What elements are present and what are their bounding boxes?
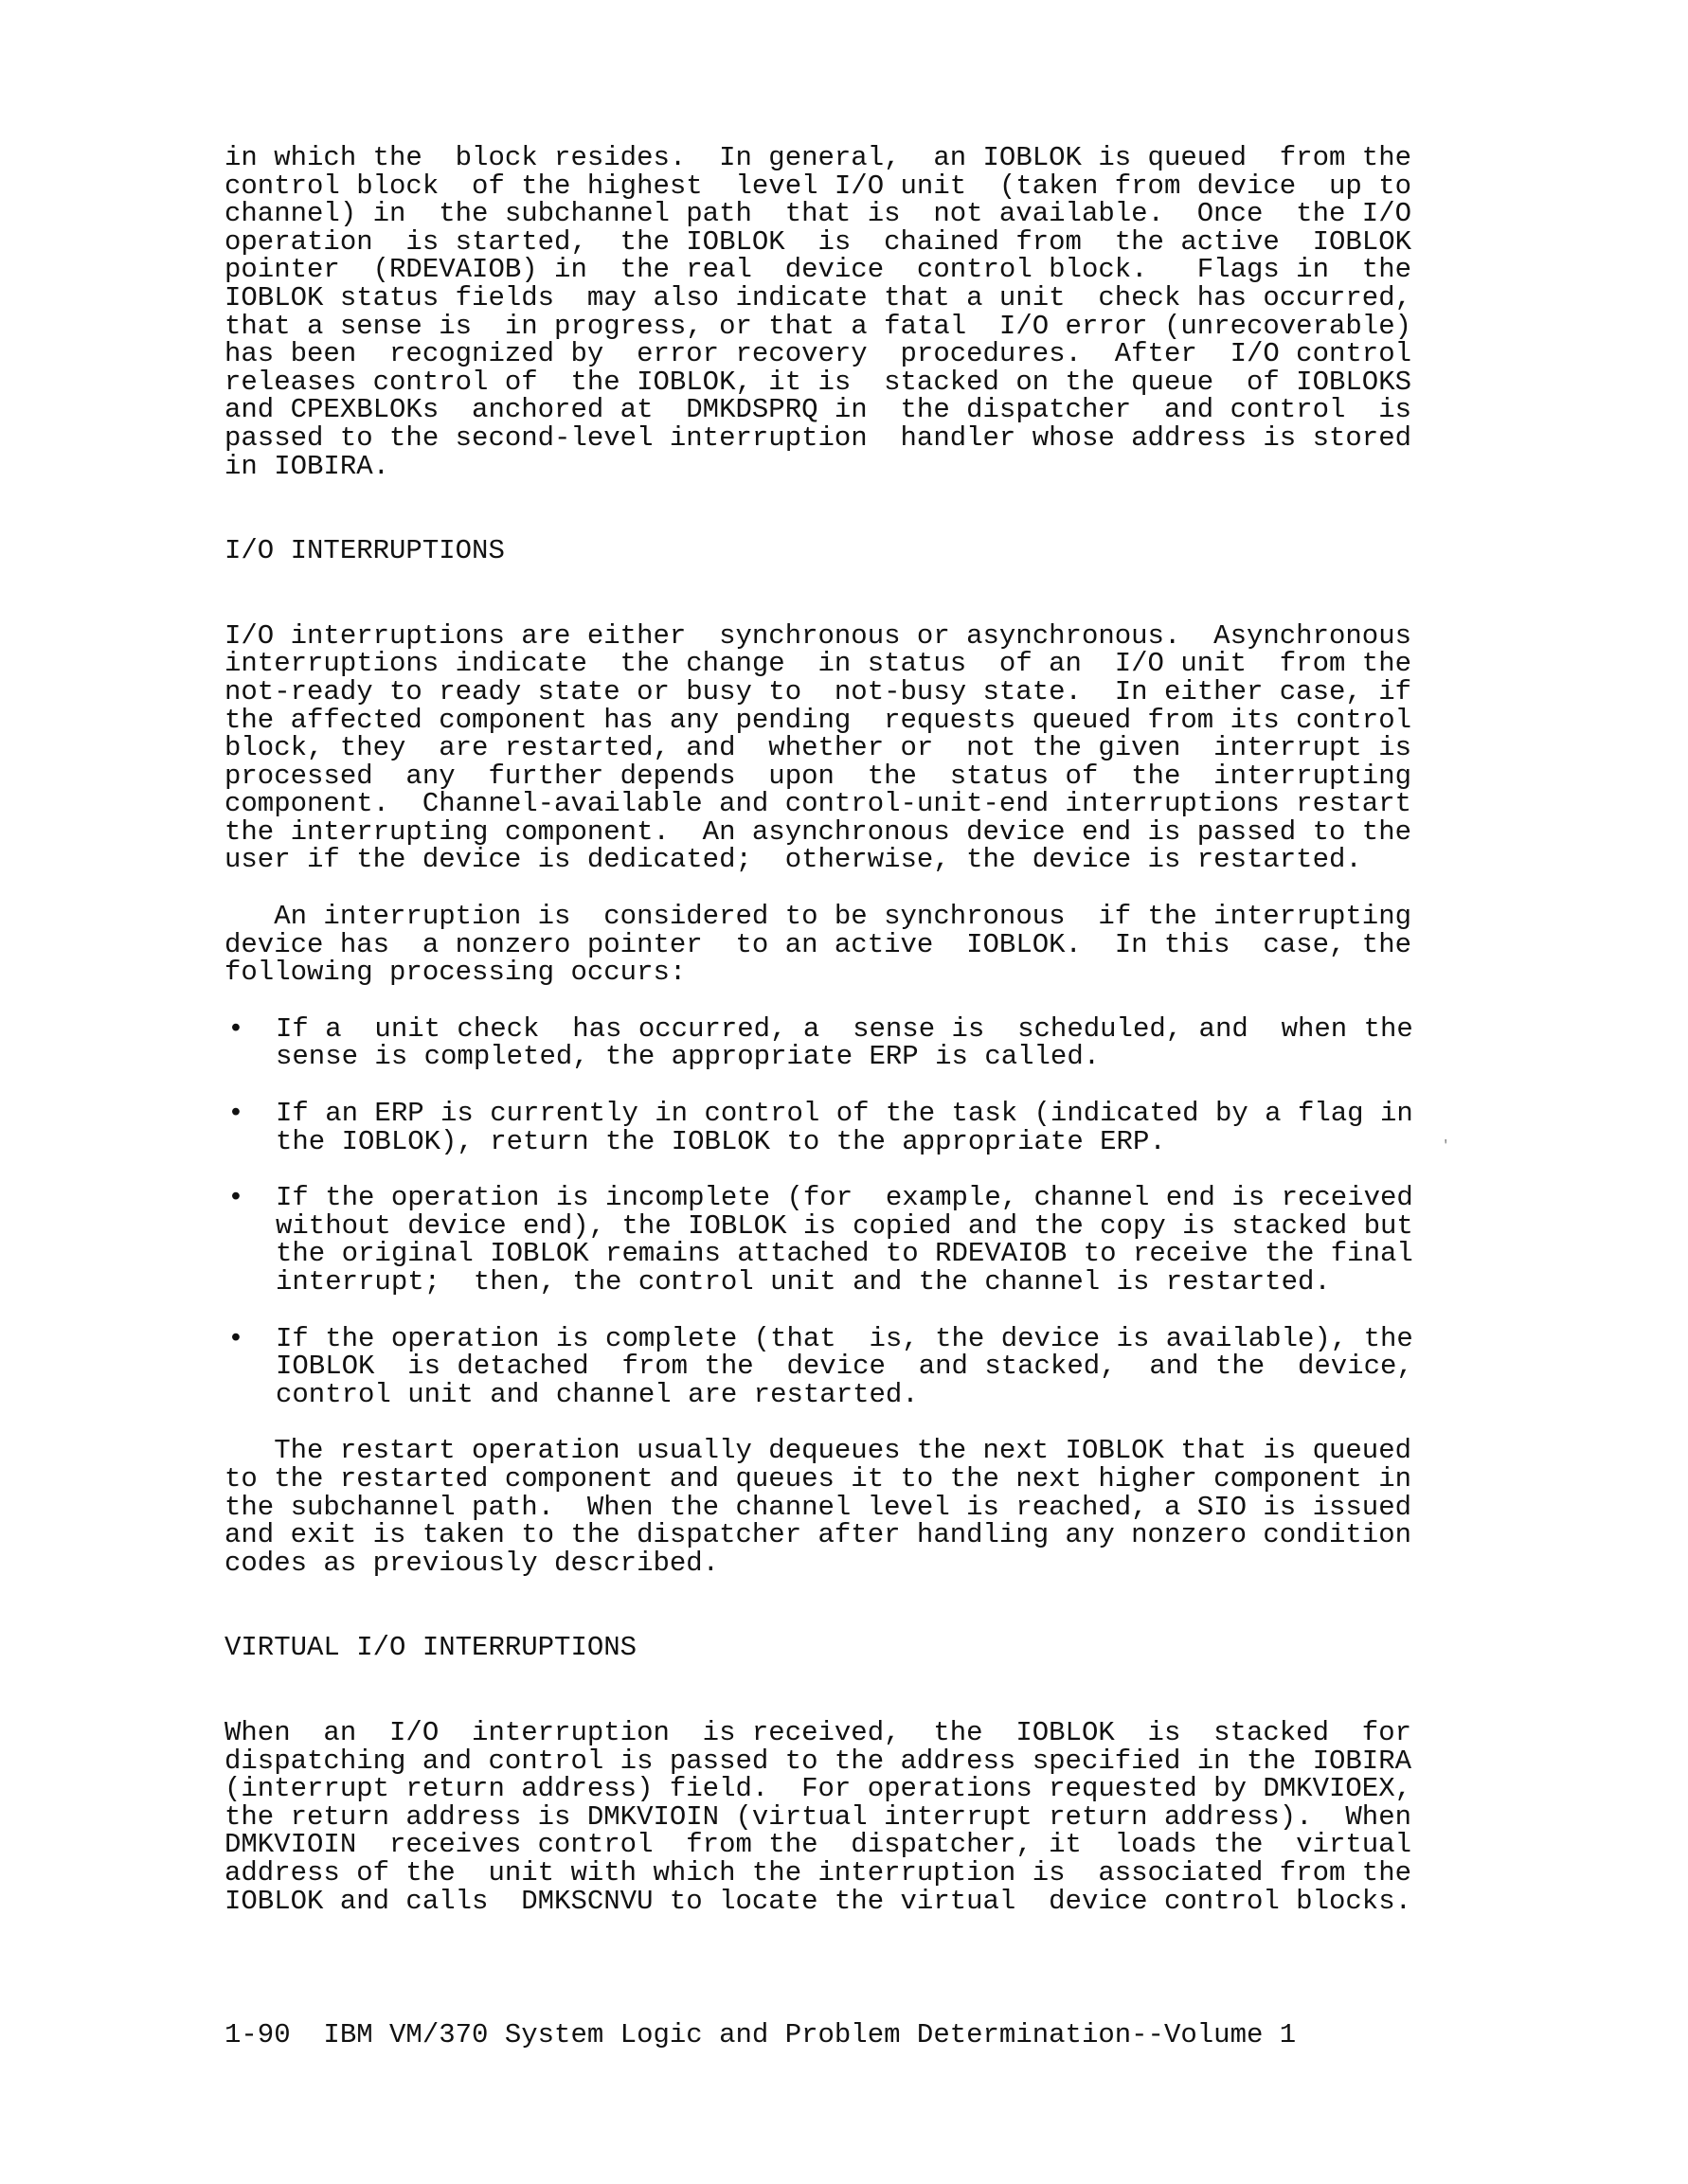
scan-speck-icon: ' [1442,1138,1450,1154]
bullet-item [224,1184,1418,1296]
bullet-text: If the operation is complete (that is, the device is available), the IOBLOK is detached from the device and stacked, and the device, control unit and channel are restarted. [276,1322,1413,1410]
virtual-paragraph-1: When an I/O interruption is received, the IOBLOK is stacked for dispatching and control is passed to the address specified in the IOBIRA (interrupt return address) field. For operations requested by DMKVIOEX, the return address is DMKVIOIN (virtual interrupt return address). When DMKVIOIN receives control from the dispatcher, it loads the virtual address of the unit with which the interruption is associated from the IOBLOK and calls DMKSCNVU to locate the virtual device control blocks. [224,1716,1412,1917]
io-paragraph-2: An interruption is considered to be synchronous if the interrupting device has a nonzero pointer to an active IOBLOK. In this case, the following processing occurs: [224,901,1412,989]
bullet-text: If a unit check has occurred, a sense is scheduled, and when the sense is completed, the appropriate ERP is called. [276,1012,1413,1073]
bullet-item [224,1012,1418,1073]
processing-bullet-list [224,1012,1418,1410]
io-paragraph-1: I/O interruptions are either synchronous or asynchronous. Asynchronous interruptions indicate the change in status of an I/O unit from the not-ready to ready state or busy to not-busy state. In either case, if the affected component has any pending requests queued from its control block, they are restarted, and whether or not the given interrupt is processed any further depends upon the status of the interrupting component. Channel-available and control-unit-end interruptions restart the interrupting component. An asynchronous device end is passed to the user if the device is dedicated; otherwise, the device is restarted. [224,619,1412,876]
virtual-io-interruptions-heading: VIRTUAL I/O INTERRUPTIONS [224,1632,637,1664]
io-interruptions-heading: I/O INTERRUPTIONS [224,535,505,567]
bullet-icon: • [227,1012,244,1045]
io-paragraph-3: The restart operation usually dequeues the next IOBLOK that is queued to the restarted component and queues it to the next higher component in the subchannel path. When the channel level is reached, a SIO is issued and exit is taken to the dispatcher after handling any nonzero condition codes as previously described. [224,1435,1412,1579]
page-footer: 1-90 IBM VM/370 System Logic and Problem Determination--Volume 1 [224,2019,1297,2050]
bullet-item [224,1100,1418,1155]
bullet-icon: • [227,1098,244,1130]
bullet-icon: • [227,1182,244,1214]
bullet-text: If the operation is incomplete (for example, channel end is received without device end), the IOBLOK is copied and the copy is stacked but the original IOBLOK remains attached to RDEVAIOB to receive the final interrupt; then, the control unit and the channel is restarted. [276,1182,1413,1298]
bullet-item [224,1322,1418,1410]
bullet-icon: • [227,1322,244,1354]
document-page [224,144,1418,1915]
intro-paragraph: in which the block resides. In general, an IOBLOK is queued from the control block of the highest level I/O unit (taken from device up to channel) in the subchannel path that is not available. Once the I/O operation is started, the IOBLOK is chained from the active IOBLOK pointer (RDEVAIOB) in the real device control block. Flags in the IOBLOK status fields may also indicate that a unit check has occurred, that a sense is in progress, or that a fatal I/O error (unrecoverable) has been recognized by error recovery procedures. After I/O control releases control of the IOBLOK, it is stacked on the queue of IOBLOKS and CPEXBLOKs anchored at DMKDSPRQ in the dispatcher and control is passed to the second-level interruption handler whose address is stored in IOBIRA. [224,142,1412,482]
bullet-text: If an ERP is currently in control of the task (indicated by a flag in the IOBLOK), return the IOBLOK to the appropriate ERP. [276,1098,1413,1157]
